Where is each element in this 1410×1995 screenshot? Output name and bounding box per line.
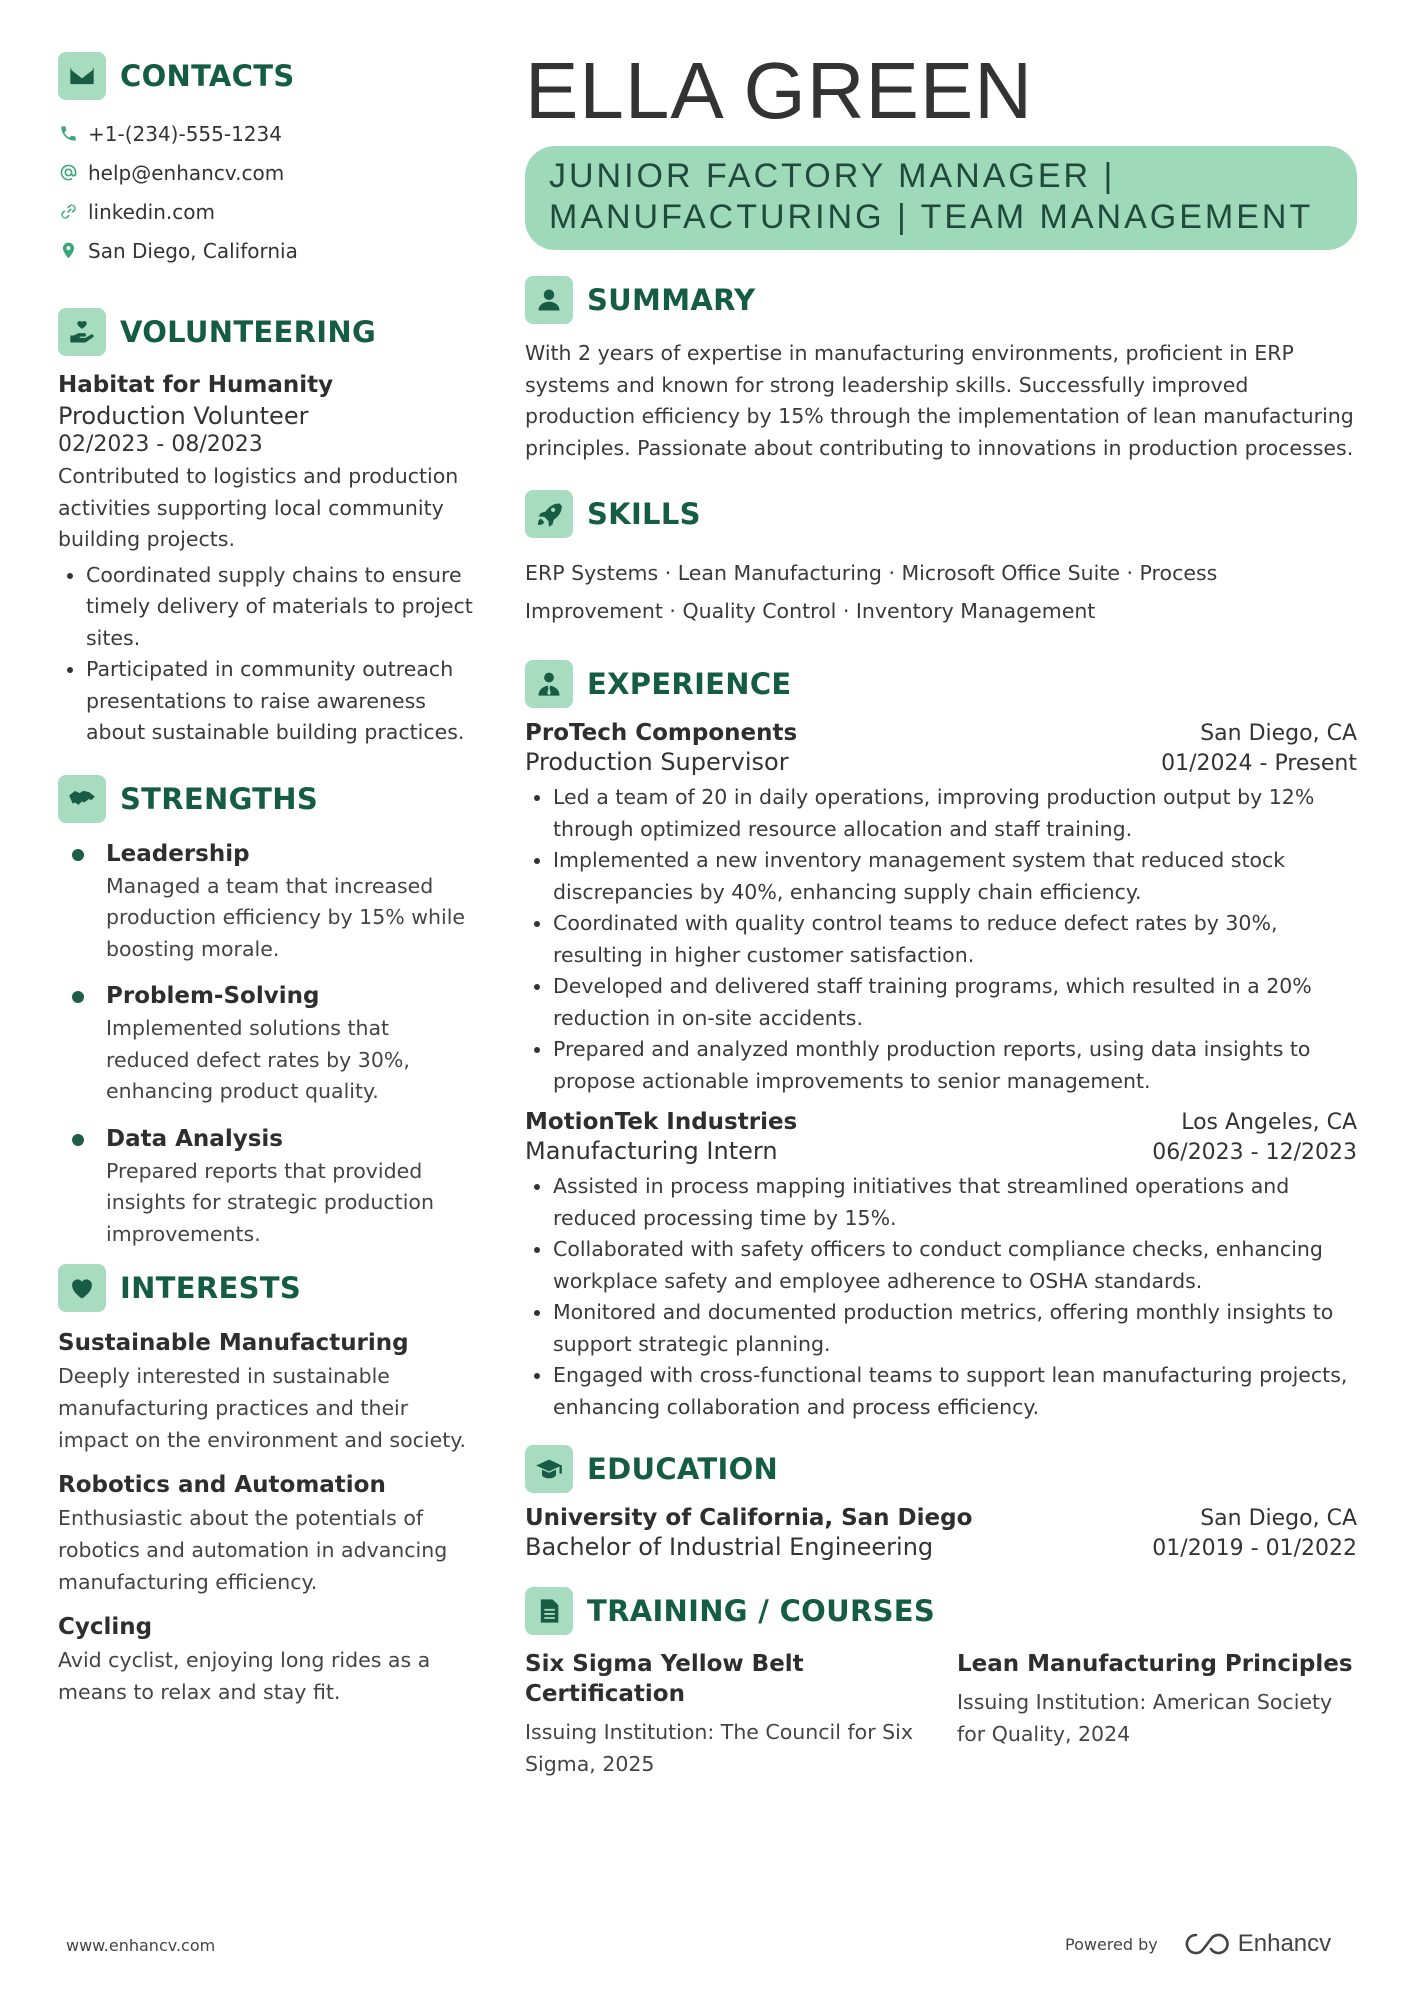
map-pin-icon [58, 241, 78, 261]
section-title: VOLUNTEERING [120, 315, 377, 349]
vol-description: Contributed to logistics and production activities supporting local community building projects. [58, 464, 459, 551]
interest-name: Sustainable Manufacturing [58, 1330, 409, 1356]
edu-location: San Diego, CA [1200, 1506, 1357, 1531]
exp-dates: 06/2023 - 12/2023 [1152, 1140, 1357, 1165]
brand-name: Enhancv [1237, 1930, 1332, 1957]
exp-role: Manufacturing Intern [525, 1137, 778, 1165]
experience-entry [525, 720, 1357, 1097]
vol-org: Habitat for Humanity [58, 372, 334, 398]
exp-row-1 [525, 1109, 1357, 1135]
bullet-dot [72, 1134, 84, 1146]
right-column [525, 48, 1357, 1780]
bullet-dot [72, 849, 84, 861]
bullet-dot [72, 991, 84, 1003]
interest-desc: Deeply interested in sustainable manufacturing practices and their impact on the environment and society. [58, 1364, 466, 1452]
section-title: SUMMARY [587, 283, 756, 317]
edu-row-2 [525, 1533, 1357, 1561]
enhancv-logo-icon [1184, 1931, 1230, 1957]
list-item [58, 837, 478, 966]
list-item: Coordinated supply chains to ensure timely delivery of materials to project sites. [58, 560, 478, 655]
exp-row-1 [525, 720, 1357, 746]
exp-location: San Diego, CA [1200, 721, 1357, 746]
list-item: Collaborated with safety officers to conduct compliance checks, enhancing workplace safety and employee adherence to OSHA standards. [525, 1234, 1357, 1297]
course-name: Lean Manufacturing Principles [957, 1651, 1353, 1677]
heart-icon [58, 1264, 106, 1312]
strength-name: Data Analysis [106, 1125, 283, 1152]
strengths-list [58, 837, 478, 1251]
left-column [58, 52, 478, 1720]
interests-heading [58, 1264, 478, 1312]
exp-company: MotionTek Industries [525, 1109, 798, 1135]
list-item [525, 1649, 957, 1780]
contacts-list [58, 114, 478, 270]
section-title: EDUCATION [587, 1452, 779, 1486]
candidate-name: ELLA GREEN [525, 46, 1034, 135]
interest-name: Cycling [58, 1614, 153, 1640]
vol-role: Production Volunteer [58, 402, 309, 430]
strength-desc: Implemented solutions that reduced defect rates by 30%, enhancing product quality. [106, 1016, 410, 1103]
phone-text[interactable]: +1-(234)-555-1234 [88, 121, 282, 146]
contact-linkedin [58, 192, 478, 231]
vol-dates: 02/2023 - 08/2023 [58, 432, 263, 457]
courses-list [525, 1649, 1357, 1780]
section-title: TRAINING / COURSES [587, 1594, 936, 1628]
section-title: CONTACTS [120, 59, 295, 93]
exp-bullets [525, 782, 1357, 1097]
list-item: Monitored and documented production metrics, offering monthly insights to support strategic planning. [525, 1297, 1357, 1360]
handshake-icon [58, 775, 106, 823]
list-item: Developed and delivered staff training programs, which resulted in a 20% reduction in on-site accidents. [525, 971, 1357, 1034]
interests-list [58, 1326, 478, 1708]
hand-heart-icon [58, 308, 106, 356]
edu-school: University of California, San Diego [525, 1505, 973, 1531]
list-item: Implemented a new inventory management system that reduced stock discrepancies by 40%, enhancing supply chain efficiency. [525, 845, 1357, 908]
list-item: Led a team of 20 in daily operations, improving production output by 12% through optimized resource allocation and staff training. [525, 782, 1357, 845]
document-icon [525, 1587, 573, 1635]
interest-desc: Enthusiastic about the potentials of robotics and automation in advancing manufacturing efficiency. [58, 1506, 448, 1594]
exp-location: Los Angeles, CA [1181, 1110, 1357, 1135]
list-item: Participated in community outreach presentations to raise awareness about sustainable building practices. [58, 654, 478, 749]
education-entry [525, 1505, 1357, 1561]
list-item: Coordinated with quality control teams to reduce defect rates by 30%, resulting in higher customer satisfaction. [525, 908, 1357, 971]
section-title: STRENGTHS [120, 781, 319, 816]
skills-text: ERP Systems · Lean Manufacturing · Microsoft Office Suite · Process Improvement · Quality Control · Inventory Management [525, 561, 1218, 623]
list-item [58, 979, 478, 1108]
briefcase-user-icon [525, 660, 573, 708]
strength-desc: Managed a team that increased production efficiency by 15% while boosting morale. [106, 873, 466, 961]
education-heading [525, 1445, 1357, 1493]
footer-branding [1065, 1930, 1331, 1958]
skills-heading [525, 490, 1357, 538]
vol-bullets [58, 560, 478, 749]
list-item: Prepared and analyzed monthly production reports, using data insights to propose actionable improvements to senior management. [525, 1034, 1357, 1097]
section-title: SKILLS [587, 497, 701, 531]
summary-heading [525, 276, 1357, 324]
exp-role: Production Supervisor [525, 748, 789, 776]
envelope-icon [58, 52, 106, 100]
exp-row-2 [525, 748, 1357, 776]
section-title: INTERESTS [120, 1271, 302, 1305]
list-item [58, 1122, 478, 1251]
tagline-banner: JUNIOR FACTORY MANAGER | MANUFACTURING | TEAM MANAGEMENT [525, 146, 1357, 250]
footer-website[interactable]: www.enhancv.com [66, 1936, 216, 1955]
list-item: Engaged with cross-functional teams to support lean manufacturing projects, enhancing collaboration and process efficiency. [525, 1360, 1357, 1423]
exp-dates: 01/2024 - Present [1161, 751, 1357, 776]
course-desc: Issuing Institution: American Society for Quality, 2024 [957, 1690, 1333, 1746]
training-heading [525, 1587, 1357, 1635]
strength-name: Problem-Solving [106, 983, 320, 1009]
experience-heading [525, 660, 1357, 708]
contact-email [58, 153, 478, 192]
list-item [58, 1326, 478, 1456]
user-icon [525, 276, 573, 324]
contact-location [58, 231, 478, 270]
contact-phone [58, 114, 478, 153]
graduation-cap-icon [525, 1445, 573, 1493]
list-item [957, 1649, 1357, 1780]
phone-icon [58, 124, 78, 144]
interest-desc: Avid cyclist, enjoying long rides as a means to relax and stay fit. [58, 1648, 431, 1704]
course-name: Six Sigma Yellow Belt Certification [525, 1651, 804, 1707]
at-icon [58, 163, 78, 183]
edu-degree: Bachelor of Industrial Engineering [525, 1533, 934, 1561]
summary-text: With 2 years of expertise in manufacturing environments, proficient in ERP systems and known for strong leadership skills. Successfully improved production efficiency by 15% through the implementation of lean manufacturing principles. Passionate about contributing to innovations in production processes. [525, 341, 1354, 460]
experience-entry [525, 1109, 1357, 1423]
powered-by-text: Powered by [1065, 1934, 1158, 1954]
exp-company: ProTech Components [525, 720, 798, 746]
exp-bullets [525, 1171, 1357, 1423]
contacts-heading [58, 52, 478, 100]
list-item: Assisted in process mapping initiatives that streamlined operations and reduced processing time by 15%. [525, 1171, 1357, 1234]
list-item [58, 1468, 478, 1598]
interest-name: Robotics and Automation [58, 1472, 386, 1498]
volunteering-heading [58, 308, 478, 356]
volunteering-entry [58, 372, 478, 749]
edu-row-1 [525, 1505, 1357, 1531]
strength-name: Leadership [106, 840, 250, 867]
list-item [58, 1610, 478, 1708]
exp-row-2 [525, 1137, 1357, 1165]
location-text: San Diego, California [88, 238, 298, 263]
section-title: EXPERIENCE [587, 667, 792, 701]
course-desc: Issuing Institution: The Council for Six Sigma, 2025 [525, 1720, 913, 1776]
strengths-heading [58, 775, 478, 823]
strength-desc: Prepared reports that provided insights for strategic production improvements. [106, 1158, 434, 1246]
enhancv-logo[interactable] [1184, 1930, 1331, 1958]
linkedin-link[interactable]: linkedin.com [88, 199, 215, 224]
link-icon [58, 202, 78, 222]
edu-dates: 01/2019 - 01/2022 [1152, 1536, 1357, 1561]
email-link[interactable]: help@enhancv.com [88, 160, 285, 185]
rocket-icon [525, 490, 573, 538]
